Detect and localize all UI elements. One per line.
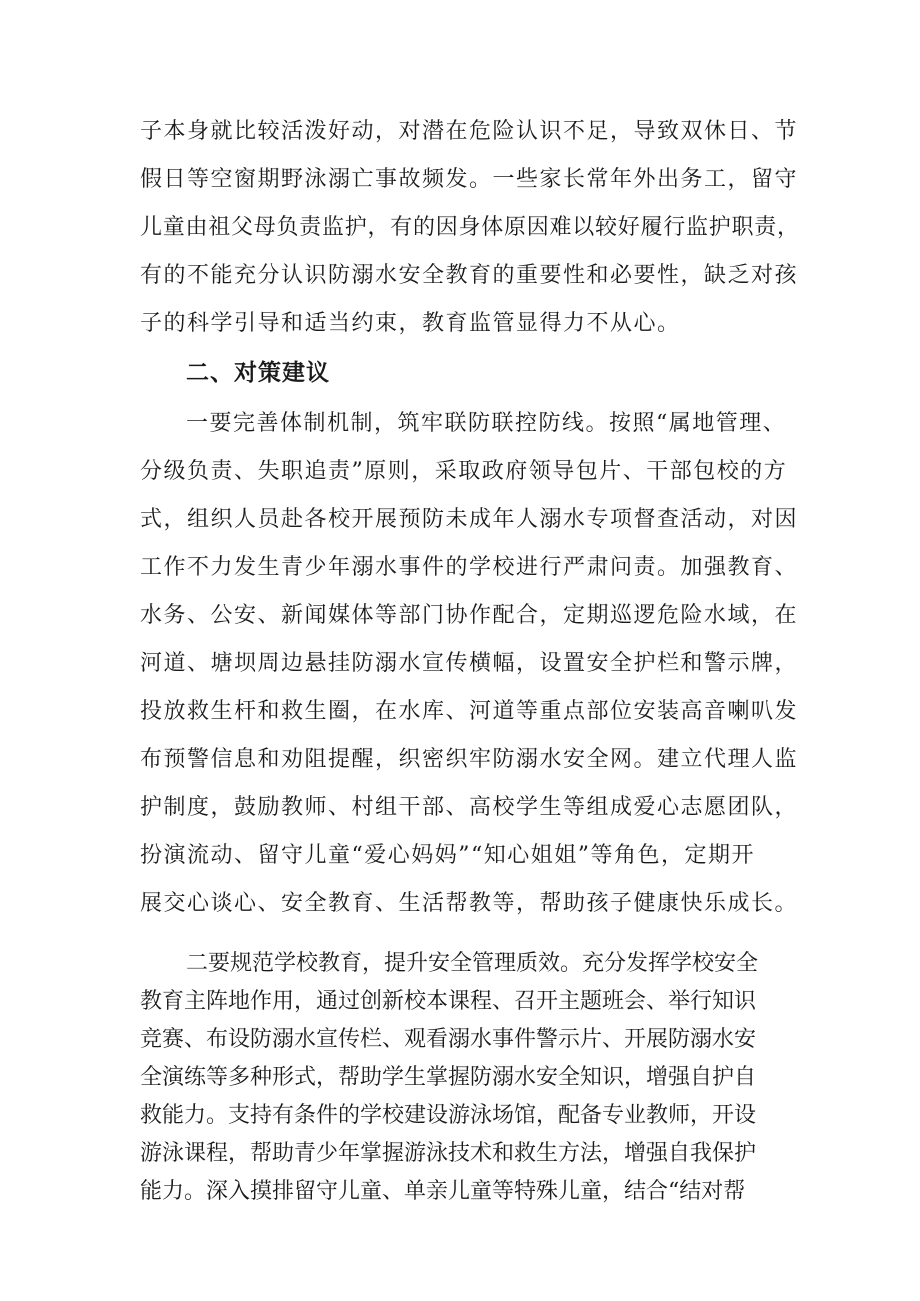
body-text-line: 投放救生杆和救生圈，在水库、河道等重点部位安装高音喇叭发 [140,699,799,724]
body-text-line: 工作不力发生青少年溺水事件的学校进行严肃问责。加强教育、 [140,555,799,580]
body-text-line: 竞赛、布设防溺水宣传栏、观看溺水事件警示片、开展防溺水安 [140,1027,757,1052]
section-heading: 二、对策建议 [186,360,330,386]
body-text-line: 能力。深入摸排留守儿童、单亲儿童等特殊儿童，结合“结对帮 [140,1179,746,1204]
body-text-line: 教育主阵地作用，通过创新校本课程、召开主题班会、举行知识 [140,989,757,1014]
body-text-line: 儿童由祖父母负责监护，有的因身体原因难以较好履行监护职责， [140,215,800,240]
body-text-line: 全演练等多种形式，帮助学生掌握防溺水安全知识，增强自护自 [140,1065,757,1090]
body-text-line: 有的不能充分认识防溺水安全教育的重要性和必要性，缺乏对孩 [140,263,799,288]
body-text-line: 水务、公安、新闻媒体等部门协作配合，定期巡逻危险水域，在 [140,603,799,628]
body-text-line: 子本身就比较活泼好动，对潜在危险认识不足，导致双休日、节 [140,119,799,144]
body-text-line: 布预警信息和劝阻提醒，织密织牢防溺水安全网。建立代理人监 [140,747,799,772]
body-text-line: 救能力。支持有条件的学校建设游泳场馆，配备专业教师，开设 [140,1103,757,1128]
body-text-line: 分级负责、失职追责”原则，采取政府领导包片、干部包校的方 [140,459,788,484]
body-text-line: 式，组织人员赴各校开展预防未成年人溺水专项督查活动，对因 [140,507,799,532]
body-text-line: 游泳课程，帮助青少年掌握游泳技术和救生方法，增强自我保护 [140,1141,757,1166]
body-text-line: 二要规范学校教育，提升安全管理质效。充分发挥学校安全 [186,951,759,976]
body-text-line: 一要完善体制机制，筑牢联防联控防线。按照“属地管理、 [186,411,787,436]
body-text-line: 河道、塘坝周边悬挂防溺水宣传横幅，设置安全护栏和警示牌， [140,651,799,676]
body-text-line: 展交心谈心、安全教育、生活帮教等，帮助孩子健康快乐成长。 [140,891,799,916]
body-text-line: 扮演流动、留守儿童“爱心妈妈”“知心姐姐”等角色，定期开 [140,843,755,868]
body-text-line: 假日等空窗期野泳溺亡事故频发。一些家长常年外出务工，留守 [140,167,799,192]
body-text-line: 护制度，鼓励教师、村组干部、高校学生等组成爱心志愿团队， [140,795,799,820]
body-text-line: 子的科学引导和适当约束，教育监管显得力不从心。 [140,311,681,336]
